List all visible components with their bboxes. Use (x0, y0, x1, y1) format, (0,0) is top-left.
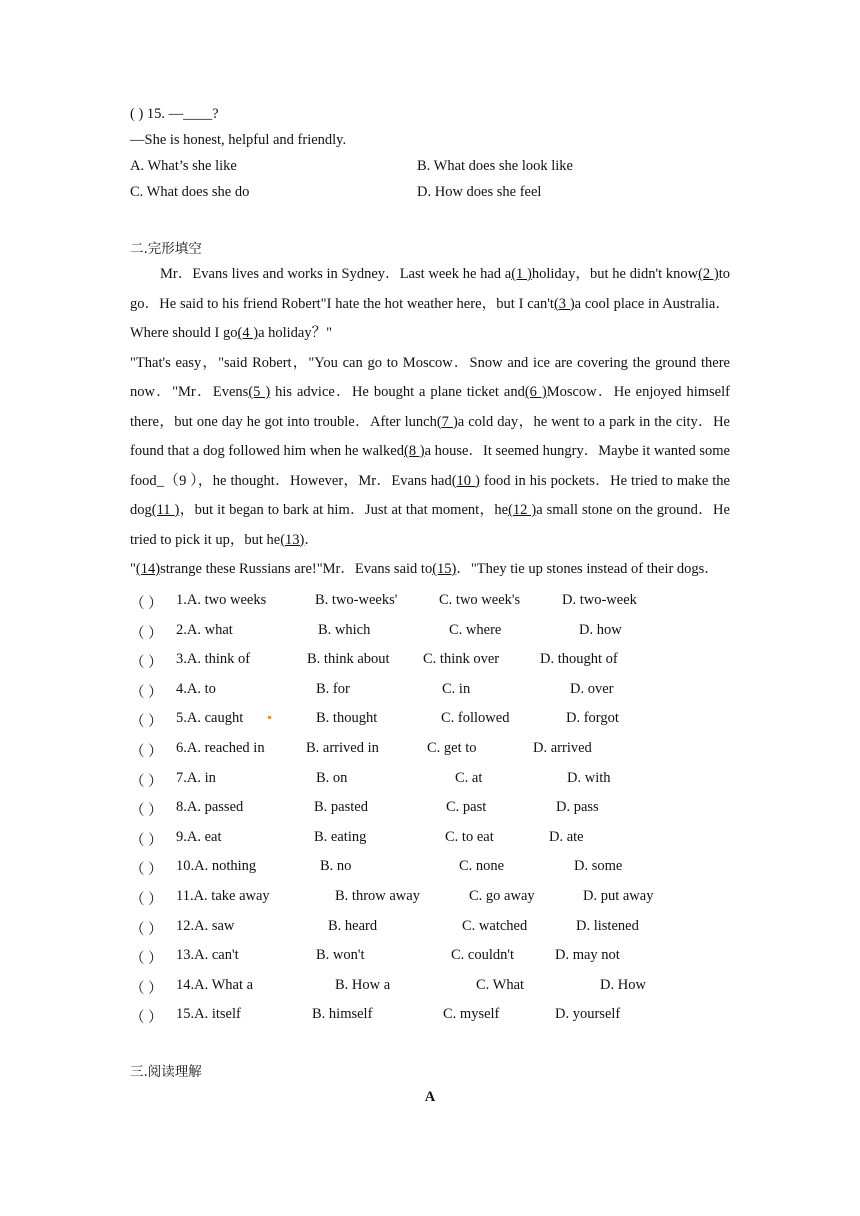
answer-paren[interactable]: （ ） (130, 625, 163, 642)
q15-option-b: B. What does she look like (417, 158, 573, 174)
blank-2[interactable]: (2 ) (698, 266, 719, 282)
passage-paragraph-1 (130, 260, 730, 349)
passage-text: a cold day，he went to a park in the city．He found that a dog followed him when he walked (130, 413, 730, 459)
option-b: B. for (316, 680, 350, 697)
blank-1[interactable]: (1 ) (511, 266, 532, 282)
answer-paren[interactable]: （ ） (130, 803, 163, 820)
blank-14[interactable]: (14) (135, 561, 161, 577)
answer-paren[interactable]: （ ） (130, 862, 163, 879)
option-c: C. followed (441, 710, 510, 727)
q15-answer: —She is honest, helpful and friendly. (130, 132, 347, 148)
passage-paragraph-3 (130, 555, 730, 585)
option-c: C. in (442, 680, 471, 697)
blank-13[interactable]: (13) (280, 531, 305, 548)
passage-text: ，but it began to bark at him．Just at that moment，he (179, 502, 509, 518)
blank-12[interactable]: (12 ) (508, 502, 537, 518)
answer-paren[interactable]: （ ） (130, 714, 163, 731)
passage-text: to go．He said to his friend Robert"I hate the hot weather here，but I can't (130, 266, 730, 312)
blank-3[interactable]: (3 ) (553, 295, 575, 312)
passage-text: holiday，but he didn't know (531, 266, 699, 282)
blank-10[interactable]: (10 ) (451, 472, 480, 489)
q15-option-a: A. What’s she like (130, 158, 237, 174)
option-d: D. ate (549, 828, 584, 845)
option-d: D. forgot (566, 710, 619, 727)
option-b: B. on (316, 769, 348, 786)
blank-5[interactable]: (5 ) (248, 384, 271, 400)
option-d: D. with (567, 769, 611, 786)
option-b: B. himself (312, 1006, 373, 1023)
option-a: 7.A. in (176, 769, 216, 786)
answer-paren[interactable]: （ ） (130, 832, 163, 849)
passage-text: a house．It seemed hungry．Maybe it wanted some food_（9 ），he thought．However，Mr．Evans had (130, 443, 730, 489)
option-c: C. couldn't (451, 947, 515, 964)
passage-text: food in his pockets．He tried to make the dog (130, 472, 730, 518)
option-d: D. may not (555, 947, 620, 964)
option-a: 3.A. think of (176, 651, 251, 668)
option-b: B. eating (314, 828, 367, 845)
option-b: B. pasted (314, 799, 368, 816)
blank-7[interactable]: (7 ) (436, 413, 458, 430)
option-c: C. at (455, 769, 483, 786)
section-title-reading: 三.阅读理解 (130, 1064, 202, 1080)
passage-text: "That's easy，"said Robert，"You can go to Moscow．Snow and ice are covering the ground there now．"Mr．Evens (130, 354, 730, 400)
passage-text: ．"They tie up stones instead of their dogs． (456, 561, 719, 577)
section-title-cloze: 二.完形填空 (130, 241, 202, 257)
option-b: B. heard (328, 917, 378, 934)
option-b: B. throw away (335, 888, 420, 904)
passage-text: a holiday？" (258, 325, 333, 341)
option-a: 12.A. saw (176, 917, 235, 934)
option-c: C. to eat (445, 828, 494, 845)
option-d: D. yourself (555, 1006, 621, 1023)
option-d: D. two-week (562, 592, 637, 608)
option-a: 5.A. caught (176, 710, 244, 727)
cloze-passage (130, 260, 730, 585)
answer-paren[interactable]: （ ） (130, 744, 163, 760)
passage-text: strange these Russians are!"Mr．Evans said to (160, 561, 433, 577)
passage-text: a cool place in Australia．Where should I go (130, 295, 730, 341)
option-a: 2.A. what (176, 621, 233, 638)
q15-stem: ( ) 15. —____? (130, 106, 219, 122)
option-d: D. listened (576, 917, 639, 934)
blank-4[interactable]: (4 ) (237, 325, 259, 341)
option-d: D. pass (556, 799, 599, 816)
option-b: B. How a (335, 976, 391, 993)
option-c: C. myself (443, 1006, 500, 1023)
option-d: D. arrived (533, 740, 592, 756)
passage-text: ． (304, 531, 319, 548)
passage-paragraph-2 (130, 349, 730, 556)
answer-paren[interactable]: （ ） (130, 684, 163, 701)
option-d: D. thought of (540, 651, 618, 668)
answer-paren[interactable]: （ ） (130, 980, 163, 997)
option-a: 8.A. passed (176, 799, 244, 816)
reading-part-label: A (424, 1089, 436, 1105)
option-a: 10.A. nothing (176, 858, 257, 875)
option-a: 14.A. What a (176, 976, 254, 993)
option-c: C. go away (469, 888, 535, 904)
blank-8[interactable]: (8 ) (404, 443, 425, 459)
option-d: D. How (600, 976, 646, 993)
option-b: B. no (320, 858, 352, 875)
option-a: 1.A. two weeks (176, 592, 267, 608)
option-c: C. watched (462, 917, 528, 934)
decorative-dot (268, 716, 271, 719)
option-a: 6.A. reached in (176, 740, 265, 756)
answer-paren[interactable]: （ ） (130, 892, 163, 908)
option-c: C. get to (427, 740, 477, 756)
option-d: D. over (570, 680, 614, 697)
option-c: C. where (449, 621, 502, 638)
option-a: 13.A. can't (176, 947, 239, 964)
answer-paren[interactable]: （ ） (130, 951, 163, 968)
option-b: B. think about (307, 651, 390, 668)
option-c: C. past (446, 799, 487, 816)
answer-paren[interactable]: （ ） (130, 1010, 163, 1027)
option-c: C. none (459, 858, 505, 875)
option-c: C. What (476, 976, 525, 993)
option-b: B. thought (316, 710, 378, 727)
option-a: 11.A. take away (176, 888, 270, 904)
answer-paren[interactable]: （ ） (130, 773, 163, 790)
option-b: B. arrived in (306, 740, 379, 756)
passage-text: " (130, 561, 136, 577)
blank-11[interactable]: (11 ) (151, 502, 180, 518)
q15-option-d: D. How does she feel (417, 184, 542, 200)
blank-15[interactable]: (15) (432, 561, 457, 577)
blank-6[interactable]: (6 ) (524, 384, 547, 400)
option-a: 4.A. to (176, 680, 216, 697)
q15-option-c: C. What does she do (130, 184, 250, 200)
answer-paren[interactable]: （ ） (130, 921, 163, 938)
option-d: D. how (579, 621, 622, 638)
option-a: 9.A. eat (176, 828, 222, 845)
passage-text: a small stone on the ground．He tried to pick it up，but he (130, 502, 730, 548)
option-a: 15.A. itself (176, 1006, 241, 1023)
answer-paren[interactable]: （ ） (130, 655, 163, 672)
option-b: B. won't (316, 947, 365, 964)
passage-text: Moscow．He enjoyed himself there，but one day he got into trouble．After lunch (130, 384, 730, 430)
option-d: D. some (574, 858, 623, 875)
answer-paren[interactable]: （ ） (130, 596, 163, 612)
option-b: B. two-weeks' (315, 592, 398, 608)
passage-text: Mr．Evans lives and works in Sydney．Last week he had a (160, 266, 512, 282)
option-c: C. think over (423, 651, 500, 668)
option-d: D. put away (583, 888, 654, 904)
option-c: C. two week's (439, 592, 521, 608)
option-b: B. which (318, 621, 371, 638)
passage-text: his advice．He bought a plane ticket and (270, 384, 525, 400)
